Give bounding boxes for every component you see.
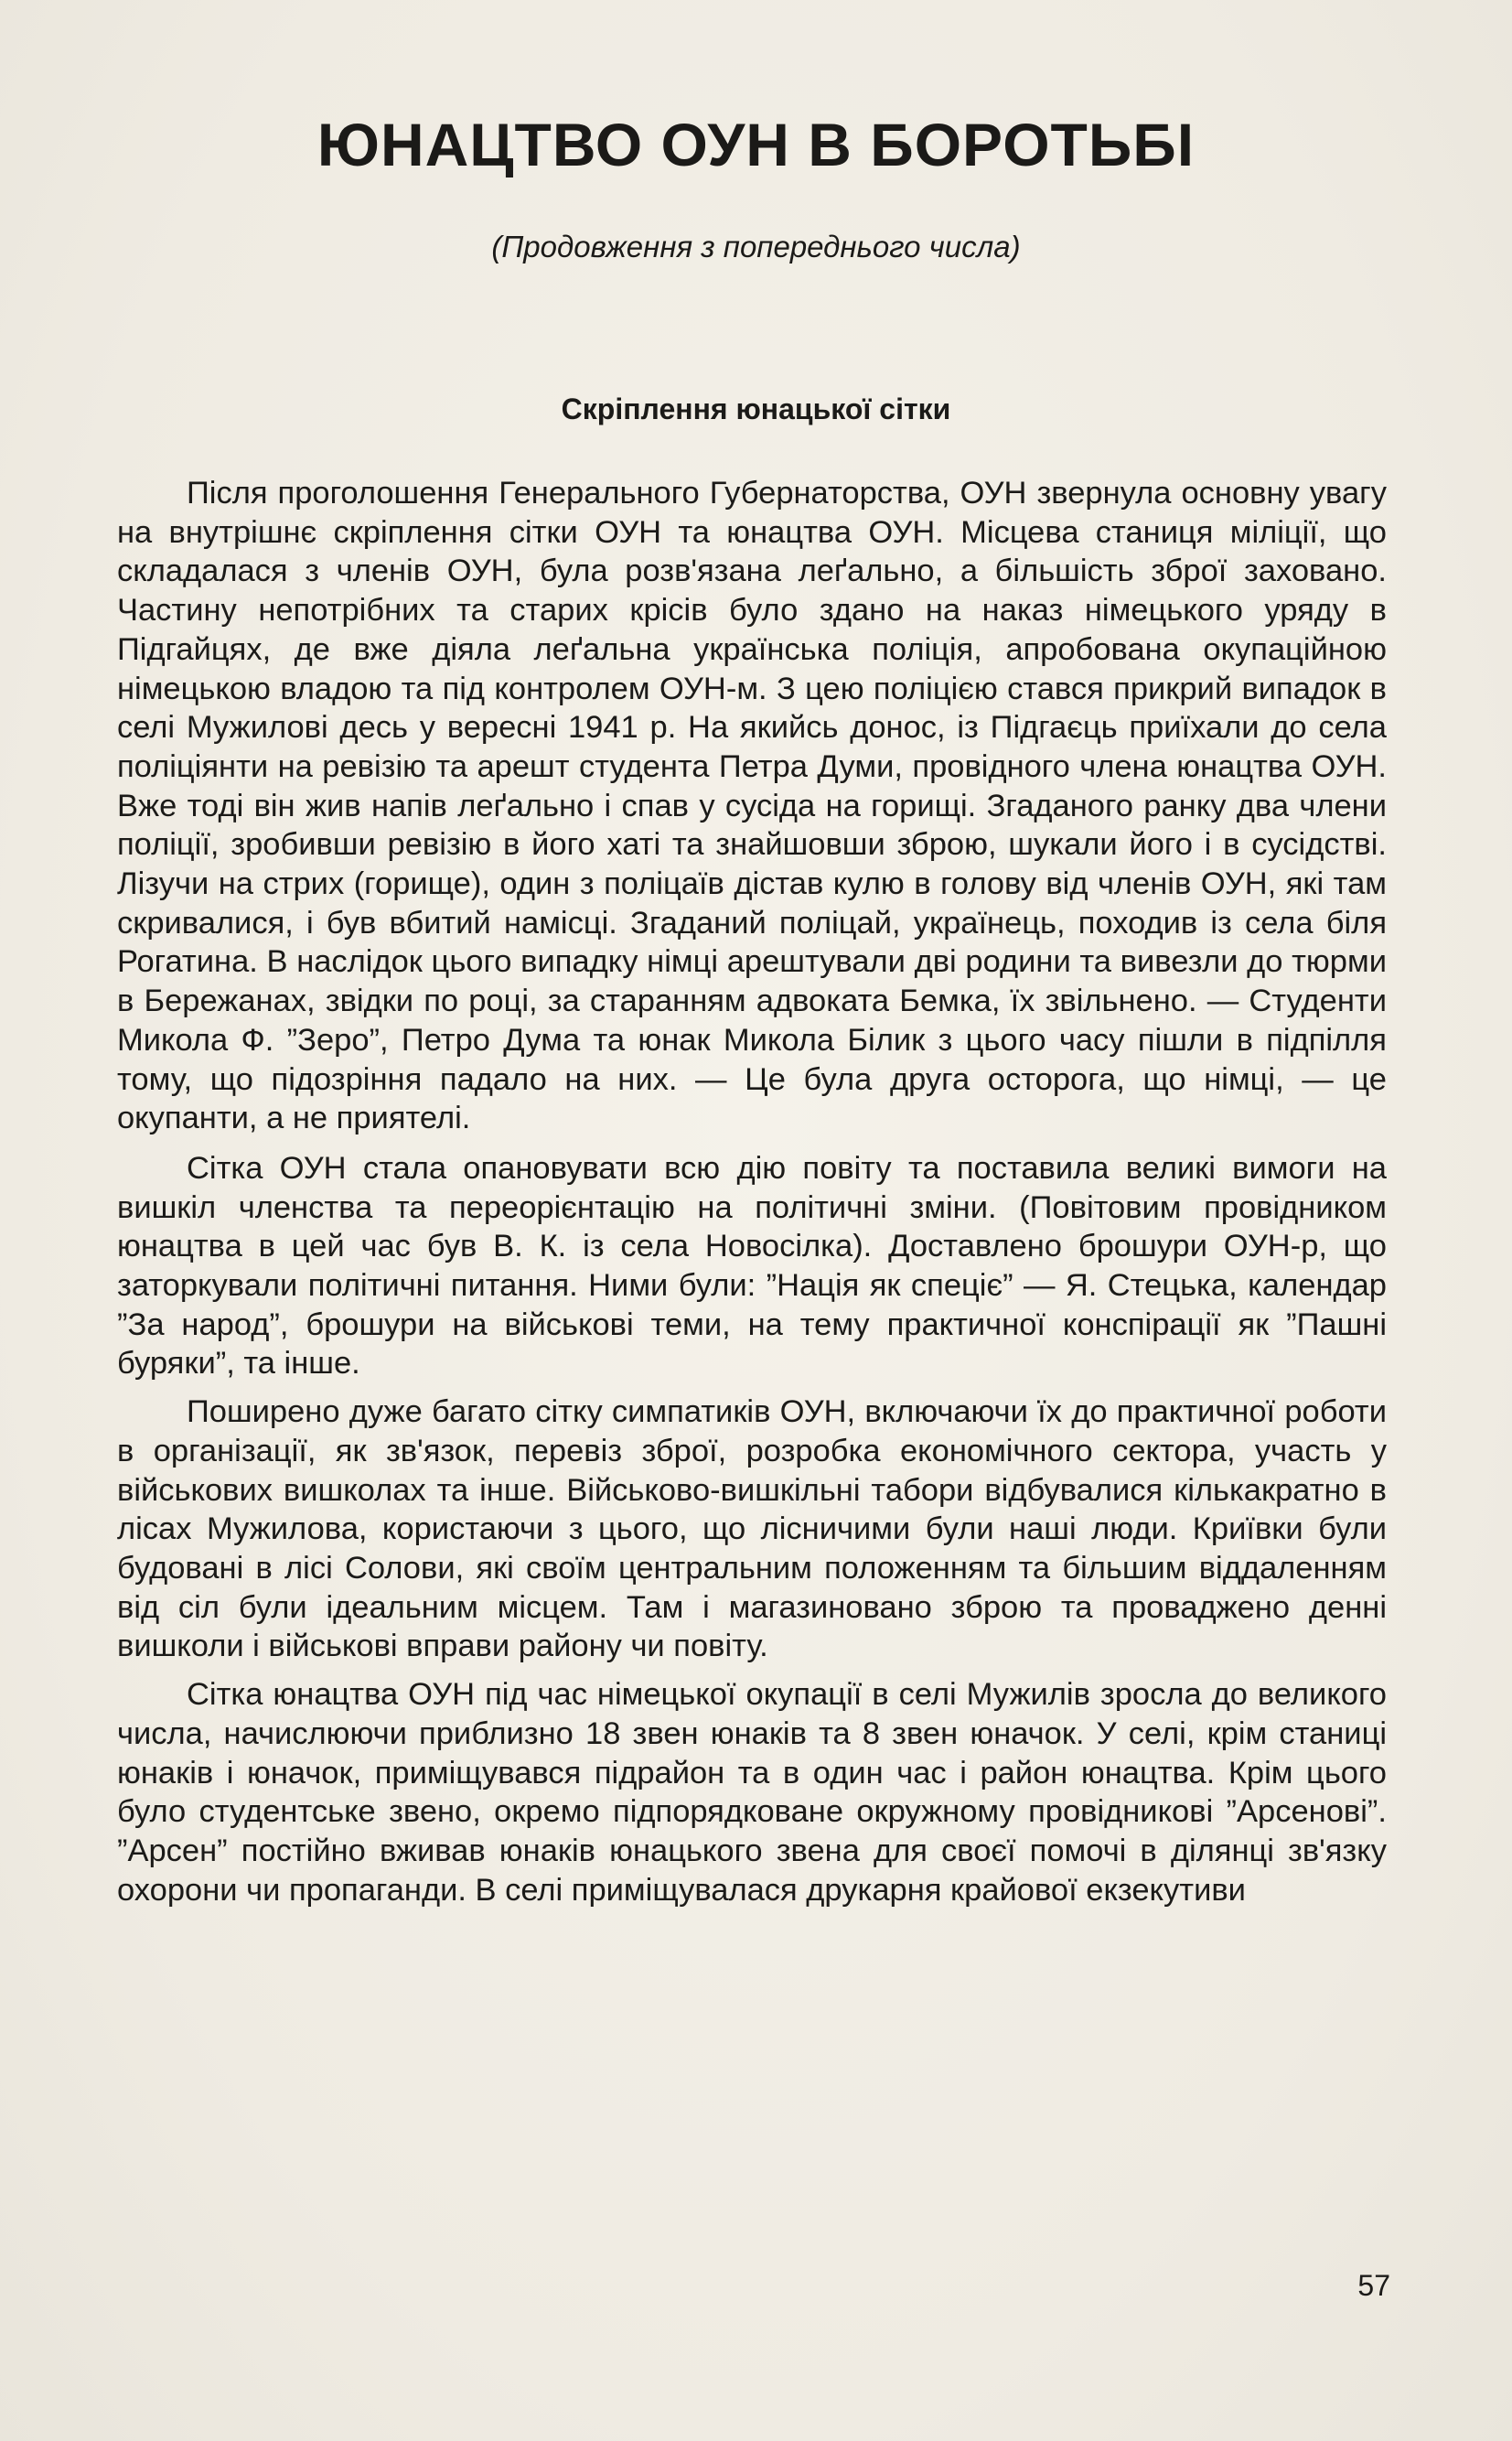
paragraph: Після проголошення Генерального Губернаторства, ОУН звернула основну увагу на внутрішнє скріплення сітки ОУН та юнацтва ОУН. Місцева станиця міліції, що складалася з членів ОУН, була розв'язана леґально, а більшість зброї заховано. Частину непотрібних та старих крісів було здано на наказ німецького уряду в Підгайцях, де вже діяла леґальна українська поліція, апробована окупаційною німецькою владою та під контролем ОУН-м. З цею поліцією стався прикрий випадок в селі Мужилові десь у вересні 1941 р. На якийсь донос, із Підгаєць приїхали до села поліціянти на ревізію та арешт студента Петра Думи, провідного члена юнацтва ОУН. Вже тоді він жив напів леґально і спав у сусіда на горищі. Згаданого ранку два члени поліції, зробивши ревізію в його хаті та знайшовши зброю, шукали його і в сусідстві. Лізучи на стрих (горище), один з поліцаїв дістав кулю в голову від членів ОУН, які там скривалися, і був вбитий намісці. Згаданий поліцай, українець, походив із села біля Рогатина. В наслідок цього випадку німці арештували дві родини та вивезли до тюрми в Бережанах, звідки по році, за старанням адвоката Бемка, їх звільнено. — Студенти Микола Ф. ”Зеро”, Петро Дума та юнак Микола Білик з цього часу пішли в підпілля тому, що підозріння падало на них. — Це була друга осторога, що німці, — це окупанти, а не приятелі. — [117, 476, 1387, 1136]
section-heading: Скріплення юнацької сітки — [561, 392, 951, 425]
page-number: 57 — [1357, 2269, 1390, 2302]
paragraph: Поширено дуже багато сітку симпатиків ОУН, включаючи їх до практичної роботи в організації, як зв'язок, перевіз зброї, розробка економічного сектора, участь у військових вишколах та інше. Військово-вишкільні табори відбувалися кількакратно в лісах Мужилова, користаючи з цього, що лісничими були наші люди. Криївки були будовані в лісі Солови, які своїм центральним положенням та більшим віддаленням від сіл були ідеальним місцем. Там і магазиновано зброю та проваджено денні вишколи і військові вправи району чи повіту. — [117, 1394, 1387, 1664]
paragraph: Сітка ОУН стала опановувати всю дію повіту та поставила великі вимоги на вишкіл членства та переорієнтацію на політичні зміни. (Повітовим провідником юнацтва в цей час був В. К. із села Новосілка). Доставлено брошури ОУН-р, що заторкували політичні питання. Ними були: ”Нація як спеціє” — Я. Стецька, календар ”За народ”, брошури на військові теми, на тему практичної конспірації як ”Пашні буряки”, та інше. — [117, 1150, 1387, 1382]
article-body — [117, 474, 1387, 1909]
paragraph: Сітка юнацтва ОУН під час німецької окупації в селі Мужилів зросла до великого числа, начислюючи приблизно 18 звен юнаків та 8 звен юначок. У селі, крім станиці юнаків і юначок, приміщувався підрайон та в один час і район юнацтва. Крім цього було студентське звено, окремо підпорядковане окружному провідникові ”Арсенові”. ”Арсен” постійно вживав юнаків юнацького звена для своєї помочі в ділянці зв'язку охорони чи пропаганди. В селі приміщувалася друкарня крайової екзекутиви — [117, 1677, 1387, 1908]
article-subtitle: (Продовження з попереднього числа) — [491, 230, 1021, 263]
article-title: ЮНАЦТВО ОУН В БОРОТЬБІ — [316, 111, 1196, 178]
